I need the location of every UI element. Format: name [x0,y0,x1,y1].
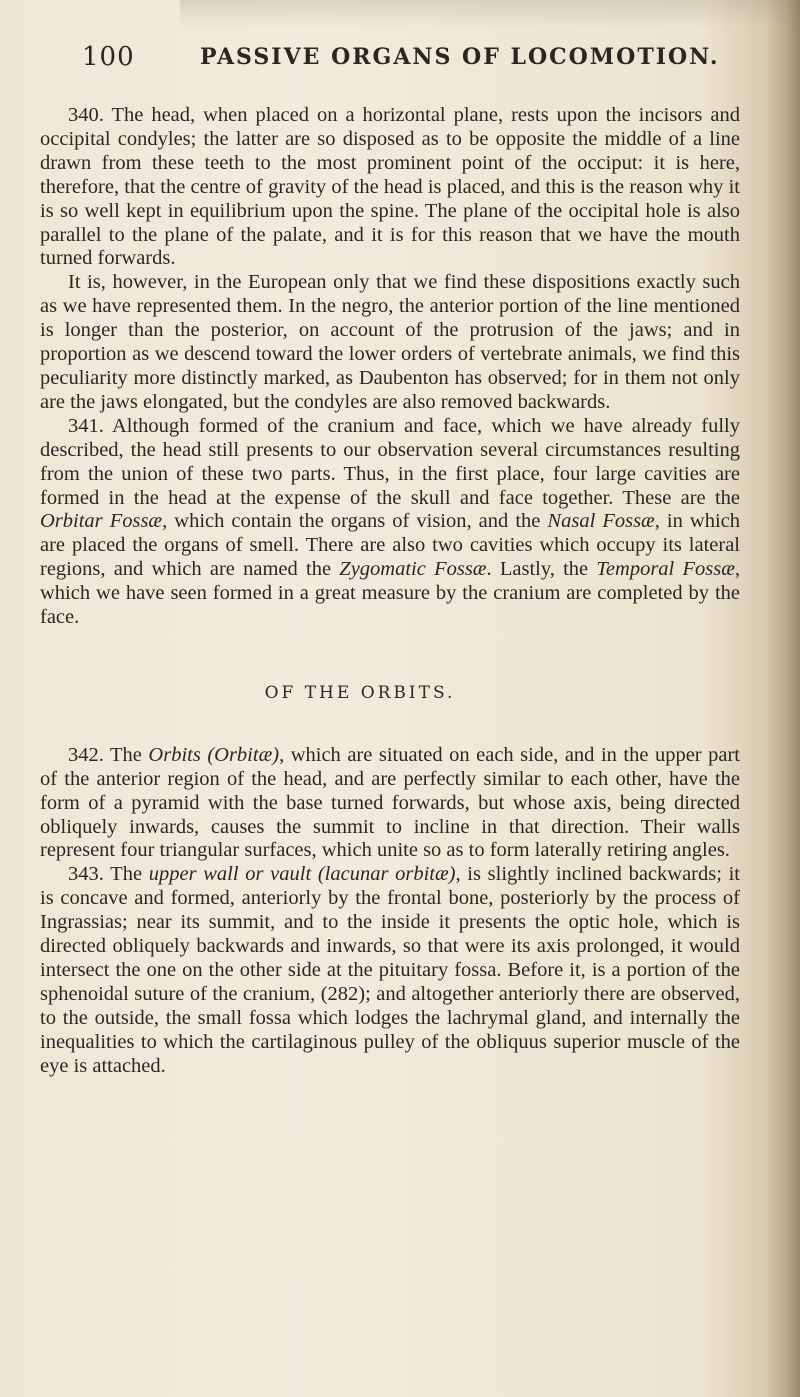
term-zygomatic-fossae: Zygomatic Fossæ [339,558,487,581]
text-run: , in which are placed the organs of smell. There are also two cavities which occupy its lateral regions, and which are named the [40,510,741,581]
running-head [82,42,722,82]
text-run: , which contain the organs of vision, and the [162,510,548,533]
text-run: . Lastly, the [486,558,597,581]
term-temporal-fossae: Temporal Fossæ [596,558,735,581]
running-title: PASSIVE ORGANS OF LOCOMOTION. [200,44,720,70]
page-top-shadow [180,0,800,28]
page-number: 100 [82,42,135,72]
text-run: , is slightly inclined backwards; it is concave and formed, anteriorly by the frontal bone, posteriorly by the process of Ingrassias; near its summit, and to the inside it presents the optic hole, which is directed obliquely backwards and inwards, so that were its axis prolonged, it would intersect the one on the other side at the pituitary fossa. Before it, is a portion of the sphenoidal suture of the cranium, (282); and altogether anteriorly there are observed, to the outside, the small fossa which lodges the lachrymal gland, and internally the inequalities to which the cartilaginous pulley of the obliquus superior muscle of the eye is attached. [40,863,740,1077]
paragraph-341 [40,415,740,630]
paragraph-340-continued: It is, however, in the European only that we find these dispositions exactly such as we have represented them. In the negro, the anterior portion of the line mentioned is longer than the posterior, on account of the protrusion of the jaws; and in proportion as we descend toward the lower orders of vertebrate animals, we find this peculiarity more distinctly marked, as Daubenton has observed; for in them not only are the jaws elongated, but the condyles are also removed backwards. [40,271,740,413]
body-text [40,104,740,1079]
section-heading: OF THE ORBITS. [264,682,456,703]
text-run: 342. The [68,743,149,766]
paragraph-340: 340. The head, when placed on a horizontal plane, rests upon the incisors and occipital condyles; the latter are so disposed as to be opposite the middle of a line drawn from these teeth to the most prominent point of the occiput: it is here, therefore, that the centre of gravity of the head is placed, and this is the reason why it is so well kept in equilibrium upon the spine. The plane of the occipital hole is also parallel to the plane of the palate, and it is for this reason that we have the mouth turned forwards. [40,104,740,270]
term-orbits: Orbits (Orbitæ) [148,743,280,766]
text-run: , which are situated on each side, and in the upper part of the anterior region of the head, and are perfectly similar to each other, have the form of a pyramid with the base turned forwards, but whose axis, being directed obliquely inwards, causes the summit to incline in that direction. Their walls represent four triangular surfaces, which unite so as to form laterally retiring angles. [40,743,741,862]
text-run: 341. Although formed of the cranium and face, which we have already fully described, the head still presents to our observation several circumstances resulting from the union of these two parts. Thus, in the first place, four large cavities are formed in the head at the expense of the skull and face together. These are the [40,414,740,509]
paragraph-342 [40,744,740,864]
term-upper-wall: upper wall or vault (lacunar orbitæ) [148,863,456,886]
term-orbitar-fossae: Orbitar Fossæ [40,510,163,533]
term-nasal-fossae: Nasal Fossæ [547,510,655,533]
page-edge-shadow [766,0,800,1397]
text-run: , which we have seen formed in a great measure by the cranium are completed by the face. [40,558,740,629]
text-run: 343. The [68,863,149,886]
paragraph-343 [40,863,740,1078]
